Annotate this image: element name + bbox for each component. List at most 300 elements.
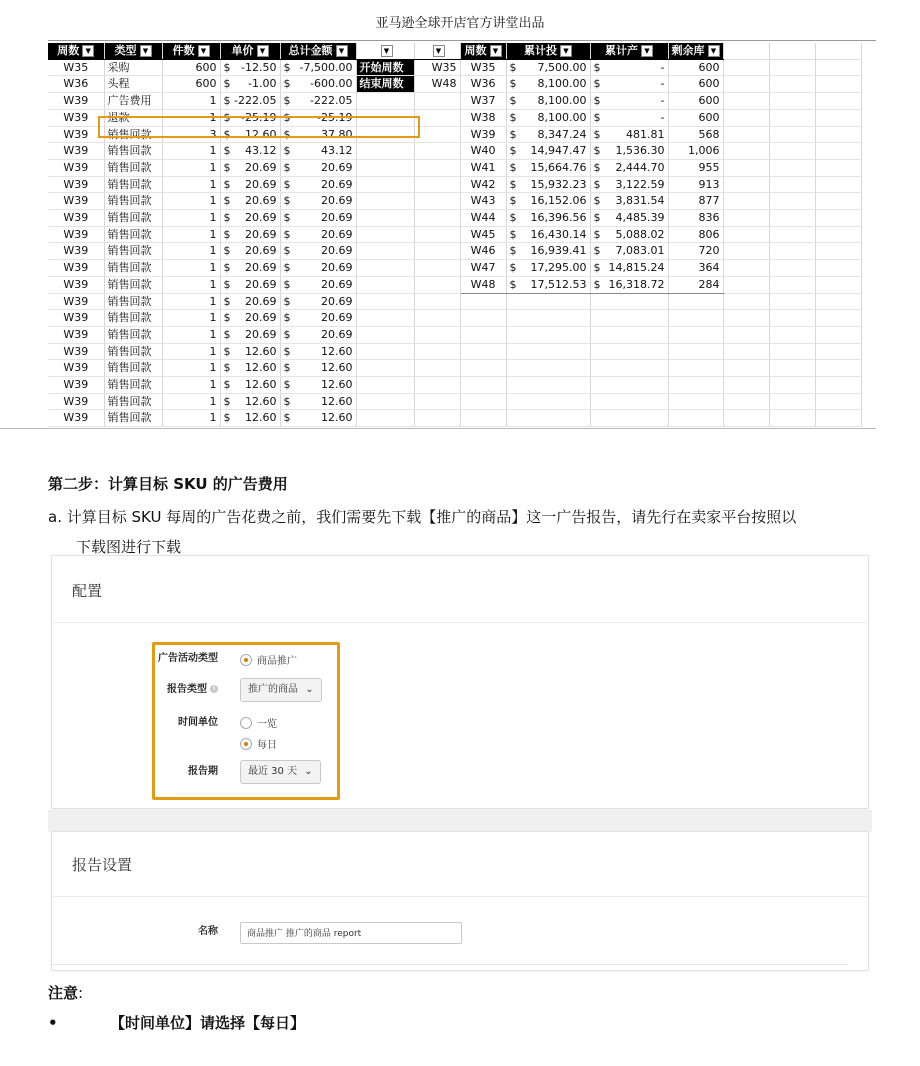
cell-type[interactable]: 销售回款 bbox=[104, 393, 162, 410]
cell-type[interactable]: 销售回款 bbox=[104, 143, 162, 160]
empty-cell[interactable] bbox=[815, 343, 861, 360]
cell-qty[interactable]: 1 bbox=[162, 159, 220, 176]
empty-cell[interactable] bbox=[668, 360, 723, 377]
cell-type[interactable]: 销售回款 bbox=[104, 343, 162, 360]
empty-cell[interactable] bbox=[506, 360, 590, 377]
empty-cell[interactable] bbox=[815, 276, 861, 293]
empty-cell[interactable] bbox=[356, 377, 414, 394]
cell-type[interactable]: 销售回款 bbox=[104, 377, 162, 394]
filter-dropdown-icon[interactable]: ▼ bbox=[708, 45, 720, 57]
cell-qty[interactable]: 1 bbox=[162, 410, 220, 427]
filter-dropdown-icon[interactable]: ▼ bbox=[433, 45, 445, 57]
empty-cell[interactable] bbox=[815, 260, 861, 277]
cell-week[interactable]: W39 bbox=[48, 176, 104, 193]
empty-cell[interactable] bbox=[668, 343, 723, 360]
empty-cell[interactable] bbox=[356, 393, 414, 410]
cell-cum-output[interactable] bbox=[590, 93, 668, 110]
empty-cell[interactable] bbox=[769, 260, 815, 277]
cell-week[interactable]: W39 bbox=[48, 393, 104, 410]
cell-summary-week[interactable]: W37 bbox=[460, 93, 506, 110]
cell-remaining-stock[interactable]: 955 bbox=[668, 159, 723, 176]
cell-param-label[interactable]: 结束周数 bbox=[356, 76, 414, 93]
empty-cell[interactable] bbox=[769, 143, 815, 160]
cell-week[interactable]: W36 bbox=[48, 76, 104, 93]
column-header-4[interactable] bbox=[280, 43, 356, 59]
empty-cell[interactable] bbox=[414, 293, 460, 310]
cell-unit-price[interactable] bbox=[220, 126, 280, 143]
cell-summary-week[interactable]: W41 bbox=[460, 159, 506, 176]
cell-total[interactable] bbox=[280, 377, 356, 394]
cell-cum-output[interactable] bbox=[590, 143, 668, 160]
empty-cell[interactable] bbox=[590, 343, 668, 360]
cell-total[interactable] bbox=[280, 59, 356, 76]
cell-summary-week[interactable]: W45 bbox=[460, 226, 506, 243]
empty-cell[interactable] bbox=[356, 326, 414, 343]
cell-total[interactable] bbox=[280, 393, 356, 410]
empty-cell[interactable] bbox=[668, 393, 723, 410]
column-header-0[interactable] bbox=[48, 43, 104, 59]
empty-cell[interactable] bbox=[414, 193, 460, 210]
filter-dropdown-icon[interactable]: ▼ bbox=[257, 45, 269, 57]
empty-cell[interactable] bbox=[356, 343, 414, 360]
empty-cell[interactable] bbox=[815, 210, 861, 227]
filter-dropdown-icon[interactable]: ▼ bbox=[140, 45, 152, 57]
cell-cum-invest[interactable] bbox=[506, 210, 590, 227]
empty-cell[interactable] bbox=[723, 243, 769, 260]
cell-type[interactable]: 退款 bbox=[104, 109, 162, 126]
cell-total[interactable] bbox=[280, 93, 356, 110]
empty-cell[interactable] bbox=[769, 310, 815, 327]
empty-cell[interactable] bbox=[460, 410, 506, 427]
empty-cell[interactable] bbox=[590, 360, 668, 377]
empty-cell[interactable] bbox=[506, 377, 590, 394]
cell-total[interactable] bbox=[280, 226, 356, 243]
empty-cell[interactable] bbox=[356, 243, 414, 260]
cell-cum-invest[interactable] bbox=[506, 243, 590, 260]
cell-cum-output[interactable] bbox=[590, 210, 668, 227]
cell-total[interactable] bbox=[280, 210, 356, 227]
cell-cum-invest[interactable] bbox=[506, 126, 590, 143]
cell-unit-price[interactable] bbox=[220, 143, 280, 160]
column-header-9[interactable] bbox=[590, 43, 668, 59]
empty-cell[interactable] bbox=[723, 76, 769, 93]
cell-unit-price[interactable] bbox=[220, 76, 280, 93]
cell-unit-price[interactable] bbox=[220, 59, 280, 76]
cell-unit-price[interactable] bbox=[220, 343, 280, 360]
cell-unit-price[interactable] bbox=[220, 293, 280, 310]
empty-cell[interactable] bbox=[723, 360, 769, 377]
cell-remaining-stock[interactable]: 600 bbox=[668, 93, 723, 110]
cell-cum-output[interactable] bbox=[590, 243, 668, 260]
column-header-10[interactable] bbox=[668, 43, 723, 59]
cell-unit-price[interactable] bbox=[220, 360, 280, 377]
empty-cell[interactable] bbox=[356, 226, 414, 243]
cell-cum-invest[interactable] bbox=[506, 143, 590, 160]
empty-cell[interactable] bbox=[356, 276, 414, 293]
cell-remaining-stock[interactable]: 600 bbox=[668, 76, 723, 93]
cell-unit-price[interactable] bbox=[220, 276, 280, 293]
cell-unit-price[interactable] bbox=[220, 226, 280, 243]
cell-remaining-stock[interactable]: 568 bbox=[668, 126, 723, 143]
cell-total[interactable] bbox=[280, 243, 356, 260]
cell-total[interactable] bbox=[280, 76, 356, 93]
cell-week[interactable]: W39 bbox=[48, 143, 104, 160]
empty-cell[interactable] bbox=[815, 109, 861, 126]
cell-remaining-stock[interactable]: 364 bbox=[668, 260, 723, 277]
time-unit-radio-overview[interactable] bbox=[240, 715, 277, 730]
cell-cum-invest[interactable] bbox=[506, 93, 590, 110]
cell-type[interactable]: 销售回款 bbox=[104, 176, 162, 193]
empty-cell[interactable] bbox=[414, 159, 460, 176]
cell-unit-price[interactable] bbox=[220, 193, 280, 210]
cell-qty[interactable]: 1 bbox=[162, 260, 220, 277]
empty-cell[interactable] bbox=[506, 393, 590, 410]
cell-week[interactable]: W39 bbox=[48, 159, 104, 176]
cell-type[interactable]: 销售回款 bbox=[104, 260, 162, 277]
empty-cell[interactable] bbox=[356, 293, 414, 310]
cell-unit-price[interactable] bbox=[220, 310, 280, 327]
empty-cell[interactable] bbox=[815, 360, 861, 377]
cell-week[interactable]: W39 bbox=[48, 410, 104, 427]
empty-cell[interactable] bbox=[414, 377, 460, 394]
empty-cell[interactable] bbox=[460, 310, 506, 327]
cell-summary-week[interactable]: W48 bbox=[460, 276, 506, 293]
cell-summary-week[interactable]: W39 bbox=[460, 126, 506, 143]
column-header-1[interactable] bbox=[104, 43, 162, 59]
cell-week[interactable]: W39 bbox=[48, 226, 104, 243]
empty-cell[interactable] bbox=[769, 293, 815, 310]
cell-qty[interactable]: 3 bbox=[162, 126, 220, 143]
empty-cell[interactable] bbox=[723, 109, 769, 126]
cell-week[interactable]: W39 bbox=[48, 377, 104, 394]
empty-cell[interactable] bbox=[723, 260, 769, 277]
cell-qty[interactable]: 1 bbox=[162, 226, 220, 243]
empty-cell[interactable] bbox=[723, 226, 769, 243]
empty-cell[interactable] bbox=[815, 293, 861, 310]
empty-cell[interactable] bbox=[590, 393, 668, 410]
empty-cell[interactable] bbox=[356, 109, 414, 126]
cell-type[interactable]: 销售回款 bbox=[104, 410, 162, 427]
empty-cell[interactable] bbox=[356, 193, 414, 210]
empty-cell[interactable] bbox=[815, 143, 861, 160]
empty-cell[interactable] bbox=[668, 326, 723, 343]
cell-qty[interactable]: 1 bbox=[162, 343, 220, 360]
empty-cell[interactable] bbox=[723, 410, 769, 427]
empty-cell[interactable] bbox=[414, 226, 460, 243]
campaign-type-radio[interactable] bbox=[240, 652, 297, 667]
cell-week[interactable]: W39 bbox=[48, 326, 104, 343]
column-header-2[interactable] bbox=[162, 43, 220, 59]
empty-cell[interactable] bbox=[769, 76, 815, 93]
empty-cell[interactable] bbox=[668, 310, 723, 327]
filter-dropdown-icon[interactable]: ▼ bbox=[198, 45, 210, 57]
column-header-7[interactable] bbox=[460, 43, 506, 59]
empty-cell[interactable] bbox=[723, 93, 769, 110]
cell-remaining-stock[interactable]: 877 bbox=[668, 193, 723, 210]
cell-type[interactable]: 销售回款 bbox=[104, 226, 162, 243]
cell-remaining-stock[interactable]: 1,006 bbox=[668, 143, 723, 160]
cell-total[interactable] bbox=[280, 343, 356, 360]
cell-week[interactable]: W39 bbox=[48, 360, 104, 377]
empty-cell[interactable] bbox=[414, 93, 460, 110]
empty-cell[interactable] bbox=[769, 59, 815, 76]
empty-cell[interactable] bbox=[769, 193, 815, 210]
cell-cum-invest[interactable] bbox=[506, 109, 590, 126]
cell-week[interactable]: W39 bbox=[48, 109, 104, 126]
report-name-input[interactable]: 商品推广 推广的商品 report bbox=[240, 922, 462, 944]
empty-cell[interactable] bbox=[723, 143, 769, 160]
empty-cell[interactable] bbox=[769, 159, 815, 176]
cell-cum-output[interactable] bbox=[590, 109, 668, 126]
cell-unit-price[interactable] bbox=[220, 109, 280, 126]
column-header-8[interactable] bbox=[506, 43, 590, 59]
report-period-select[interactable] bbox=[240, 760, 321, 784]
cell-qty[interactable]: 1 bbox=[162, 143, 220, 160]
empty-cell[interactable] bbox=[414, 360, 460, 377]
column-header-3[interactable] bbox=[220, 43, 280, 59]
cell-qty[interactable]: 1 bbox=[162, 360, 220, 377]
filter-dropdown-icon[interactable]: ▼ bbox=[336, 45, 348, 57]
cell-summary-week[interactable]: W47 bbox=[460, 260, 506, 277]
empty-cell[interactable] bbox=[769, 360, 815, 377]
cell-total[interactable] bbox=[280, 176, 356, 193]
empty-cell[interactable] bbox=[414, 326, 460, 343]
cell-summary-week[interactable]: W35 bbox=[460, 59, 506, 76]
cell-param-value[interactable]: W35 bbox=[414, 59, 460, 76]
cell-unit-price[interactable] bbox=[220, 93, 280, 110]
time-unit-radio-daily[interactable] bbox=[240, 736, 277, 751]
cell-type[interactable]: 广告费用 bbox=[104, 93, 162, 110]
empty-cell[interactable] bbox=[723, 276, 769, 293]
cell-unit-price[interactable] bbox=[220, 243, 280, 260]
filter-dropdown-icon[interactable]: ▼ bbox=[381, 45, 393, 57]
empty-cell[interactable] bbox=[769, 343, 815, 360]
cell-remaining-stock[interactable]: 600 bbox=[668, 59, 723, 76]
empty-cell[interactable] bbox=[414, 109, 460, 126]
empty-cell[interactable] bbox=[723, 310, 769, 327]
empty-cell[interactable] bbox=[723, 326, 769, 343]
cell-unit-price[interactable] bbox=[220, 176, 280, 193]
cell-total[interactable] bbox=[280, 143, 356, 160]
cell-total[interactable] bbox=[280, 159, 356, 176]
cell-qty[interactable]: 1 bbox=[162, 393, 220, 410]
empty-cell[interactable] bbox=[723, 159, 769, 176]
empty-cell[interactable] bbox=[723, 377, 769, 394]
empty-cell[interactable] bbox=[723, 343, 769, 360]
cell-summary-week[interactable]: W38 bbox=[460, 109, 506, 126]
cell-cum-output[interactable] bbox=[590, 260, 668, 277]
empty-cell[interactable] bbox=[506, 293, 590, 310]
report-type-select[interactable] bbox=[240, 678, 322, 702]
empty-cell[interactable] bbox=[414, 210, 460, 227]
cell-summary-week[interactable]: W44 bbox=[460, 210, 506, 227]
cell-cum-output[interactable] bbox=[590, 159, 668, 176]
empty-cell[interactable] bbox=[815, 226, 861, 243]
cell-unit-price[interactable] bbox=[220, 260, 280, 277]
cell-week[interactable]: W39 bbox=[48, 276, 104, 293]
cell-week[interactable]: W35 bbox=[48, 59, 104, 76]
cell-unit-price[interactable] bbox=[220, 393, 280, 410]
empty-cell[interactable] bbox=[815, 93, 861, 110]
empty-cell[interactable] bbox=[723, 193, 769, 210]
empty-cell[interactable] bbox=[815, 76, 861, 93]
cell-qty[interactable]: 600 bbox=[162, 59, 220, 76]
cell-cum-invest[interactable] bbox=[506, 226, 590, 243]
empty-cell[interactable] bbox=[815, 126, 861, 143]
cell-type[interactable]: 销售回款 bbox=[104, 360, 162, 377]
filter-dropdown-icon[interactable]: ▼ bbox=[82, 45, 94, 57]
cell-cum-output[interactable] bbox=[590, 276, 668, 293]
empty-cell[interactable] bbox=[590, 410, 668, 427]
empty-cell[interactable] bbox=[815, 159, 861, 176]
empty-cell[interactable] bbox=[815, 326, 861, 343]
cell-summary-week[interactable]: W42 bbox=[460, 176, 506, 193]
cell-type[interactable]: 销售回款 bbox=[104, 276, 162, 293]
empty-cell[interactable] bbox=[356, 126, 414, 143]
empty-cell[interactable] bbox=[769, 109, 815, 126]
empty-cell[interactable] bbox=[414, 410, 460, 427]
empty-cell[interactable] bbox=[815, 310, 861, 327]
empty-cell[interactable] bbox=[668, 377, 723, 394]
cell-qty[interactable]: 1 bbox=[162, 109, 220, 126]
filter-dropdown-icon[interactable]: ▼ bbox=[641, 45, 653, 57]
column-header-6[interactable] bbox=[414, 43, 460, 59]
empty-cell[interactable] bbox=[506, 310, 590, 327]
cell-total[interactable] bbox=[280, 360, 356, 377]
cell-unit-price[interactable] bbox=[220, 377, 280, 394]
empty-cell[interactable] bbox=[815, 243, 861, 260]
cell-week[interactable]: W39 bbox=[48, 310, 104, 327]
empty-cell[interactable] bbox=[356, 159, 414, 176]
empty-cell[interactable] bbox=[815, 193, 861, 210]
cell-type[interactable]: 销售回款 bbox=[104, 326, 162, 343]
empty-cell[interactable] bbox=[460, 293, 506, 310]
cell-total[interactable] bbox=[280, 193, 356, 210]
cell-remaining-stock[interactable]: 720 bbox=[668, 243, 723, 260]
cell-week[interactable]: W39 bbox=[48, 293, 104, 310]
empty-cell[interactable] bbox=[769, 377, 815, 394]
empty-cell[interactable] bbox=[460, 360, 506, 377]
cell-cum-output[interactable] bbox=[590, 193, 668, 210]
cell-qty[interactable]: 1 bbox=[162, 193, 220, 210]
cell-param-label[interactable]: 开始周数 bbox=[356, 59, 414, 76]
cell-total[interactable] bbox=[280, 276, 356, 293]
empty-cell[interactable] bbox=[723, 393, 769, 410]
empty-cell[interactable] bbox=[769, 176, 815, 193]
empty-cell[interactable] bbox=[769, 326, 815, 343]
empty-cell[interactable] bbox=[723, 176, 769, 193]
cell-unit-price[interactable] bbox=[220, 210, 280, 227]
cell-summary-week[interactable]: W40 bbox=[460, 143, 506, 160]
cell-summary-week[interactable]: W36 bbox=[460, 76, 506, 93]
empty-cell[interactable] bbox=[769, 210, 815, 227]
cell-cum-invest[interactable] bbox=[506, 260, 590, 277]
cell-type[interactable]: 采购 bbox=[104, 59, 162, 76]
cell-cum-output[interactable] bbox=[590, 59, 668, 76]
column-header-5[interactable] bbox=[356, 43, 414, 59]
cell-qty[interactable]: 1 bbox=[162, 276, 220, 293]
cell-qty[interactable]: 600 bbox=[162, 76, 220, 93]
empty-cell[interactable] bbox=[460, 393, 506, 410]
empty-cell[interactable] bbox=[590, 326, 668, 343]
empty-cell[interactable] bbox=[815, 176, 861, 193]
empty-cell[interactable] bbox=[356, 143, 414, 160]
cell-qty[interactable]: 1 bbox=[162, 293, 220, 310]
cell-type[interactable]: 销售回款 bbox=[104, 310, 162, 327]
cell-week[interactable]: W39 bbox=[48, 243, 104, 260]
empty-cell[interactable] bbox=[723, 43, 769, 59]
cell-week[interactable]: W39 bbox=[48, 343, 104, 360]
empty-cell[interactable] bbox=[460, 326, 506, 343]
filter-dropdown-icon[interactable]: ▼ bbox=[490, 45, 502, 57]
cell-cum-invest[interactable] bbox=[506, 193, 590, 210]
cell-type[interactable]: 销售回款 bbox=[104, 210, 162, 227]
empty-cell[interactable] bbox=[723, 293, 769, 310]
cell-total[interactable] bbox=[280, 326, 356, 343]
empty-cell[interactable] bbox=[723, 126, 769, 143]
empty-cell[interactable] bbox=[769, 276, 815, 293]
cell-qty[interactable]: 1 bbox=[162, 310, 220, 327]
cell-cum-invest[interactable] bbox=[506, 276, 590, 293]
empty-cell[interactable] bbox=[356, 210, 414, 227]
cell-total[interactable] bbox=[280, 410, 356, 427]
cell-week[interactable]: W39 bbox=[48, 210, 104, 227]
cell-unit-price[interactable] bbox=[220, 410, 280, 427]
cell-qty[interactable]: 1 bbox=[162, 377, 220, 394]
cell-summary-week[interactable]: W46 bbox=[460, 243, 506, 260]
empty-cell[interactable] bbox=[414, 126, 460, 143]
filter-dropdown-icon[interactable]: ▼ bbox=[560, 45, 572, 57]
cell-type[interactable]: 头程 bbox=[104, 76, 162, 93]
cell-qty[interactable]: 1 bbox=[162, 210, 220, 227]
empty-cell[interactable] bbox=[590, 310, 668, 327]
empty-cell[interactable] bbox=[356, 360, 414, 377]
empty-cell[interactable] bbox=[815, 377, 861, 394]
empty-cell[interactable] bbox=[723, 59, 769, 76]
empty-cell[interactable] bbox=[769, 393, 815, 410]
empty-cell[interactable] bbox=[506, 326, 590, 343]
cell-cum-output[interactable] bbox=[590, 226, 668, 243]
cell-cum-invest[interactable] bbox=[506, 176, 590, 193]
cell-cum-invest[interactable] bbox=[506, 76, 590, 93]
empty-cell[interactable] bbox=[414, 343, 460, 360]
empty-cell[interactable] bbox=[815, 59, 861, 76]
cell-summary-week[interactable]: W43 bbox=[460, 193, 506, 210]
cell-qty[interactable]: 1 bbox=[162, 176, 220, 193]
empty-cell[interactable] bbox=[590, 293, 668, 310]
empty-cell[interactable] bbox=[769, 93, 815, 110]
cell-week[interactable]: W39 bbox=[48, 193, 104, 210]
empty-cell[interactable] bbox=[668, 293, 723, 310]
cell-week[interactable]: W39 bbox=[48, 260, 104, 277]
cell-cum-output[interactable] bbox=[590, 176, 668, 193]
empty-cell[interactable] bbox=[815, 393, 861, 410]
empty-cell[interactable] bbox=[414, 393, 460, 410]
empty-cell[interactable] bbox=[668, 410, 723, 427]
empty-cell[interactable] bbox=[356, 410, 414, 427]
cell-total[interactable] bbox=[280, 126, 356, 143]
cell-qty[interactable]: 1 bbox=[162, 93, 220, 110]
cell-unit-price[interactable] bbox=[220, 326, 280, 343]
cell-type[interactable]: 销售回款 bbox=[104, 193, 162, 210]
cell-param-value[interactable]: W48 bbox=[414, 76, 460, 93]
empty-cell[interactable] bbox=[356, 310, 414, 327]
empty-cell[interactable] bbox=[414, 276, 460, 293]
empty-cell[interactable] bbox=[506, 343, 590, 360]
cell-qty[interactable]: 1 bbox=[162, 326, 220, 343]
cell-qty[interactable]: 1 bbox=[162, 243, 220, 260]
empty-cell[interactable] bbox=[414, 176, 460, 193]
